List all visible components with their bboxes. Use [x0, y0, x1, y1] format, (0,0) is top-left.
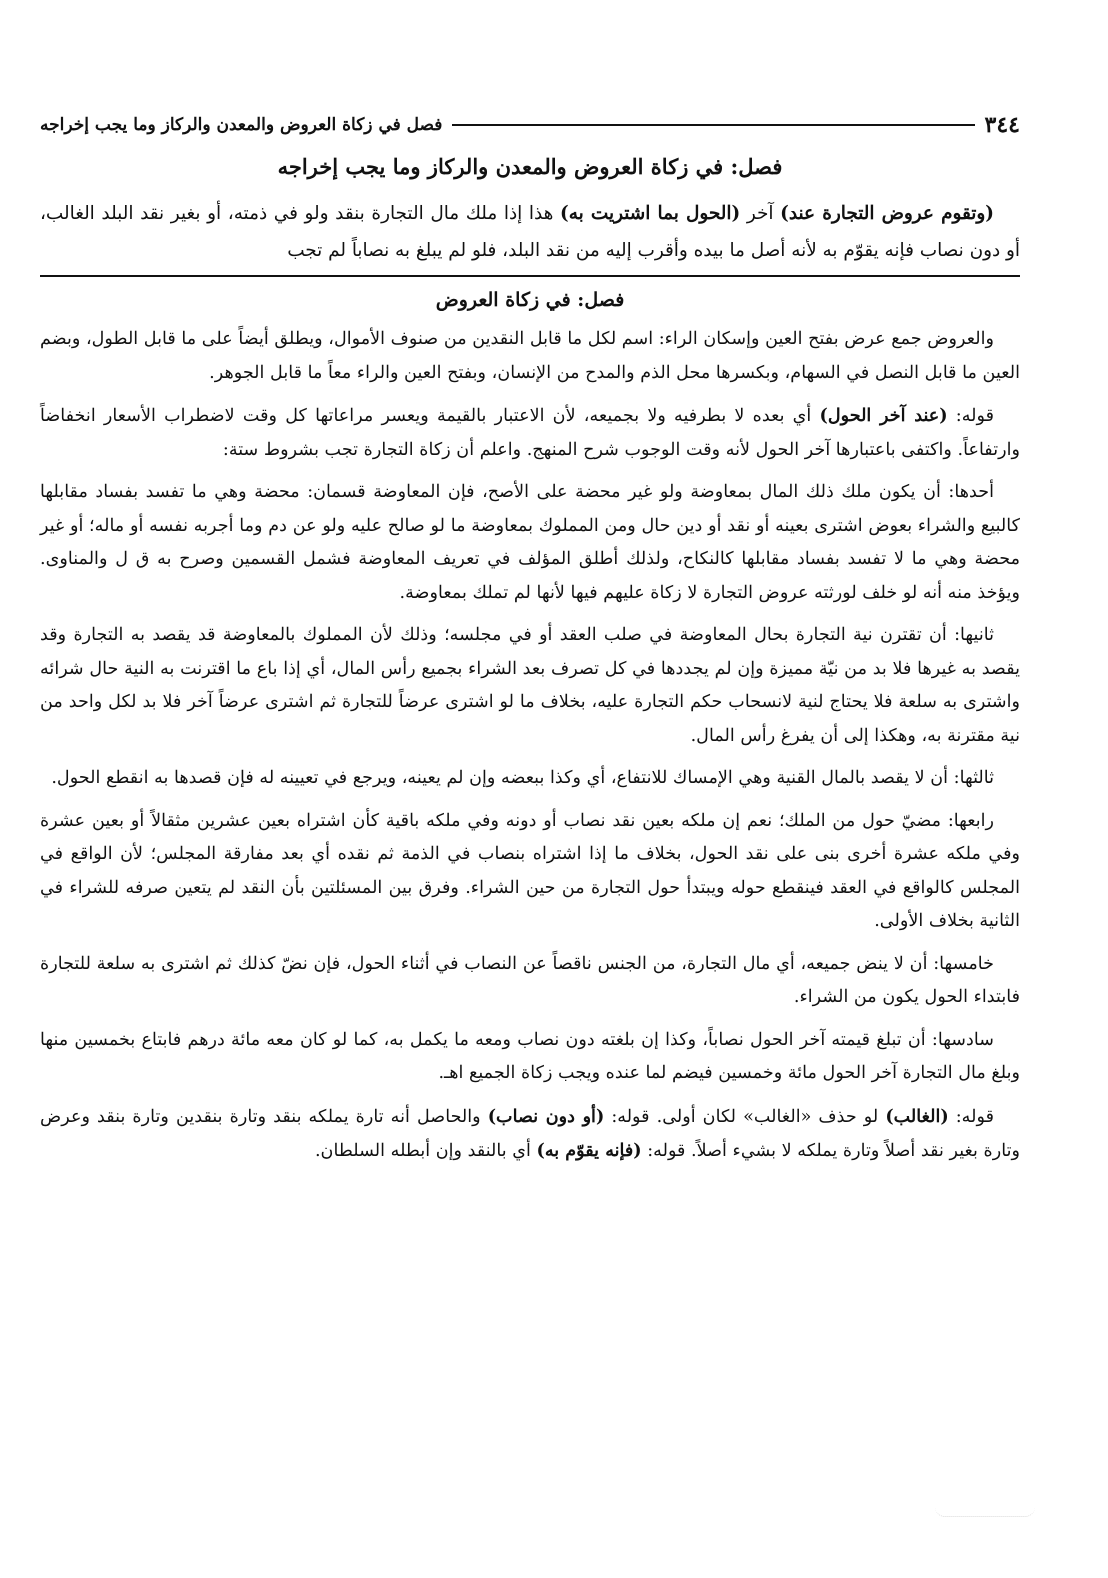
scan-smudge	[935, 1498, 1035, 1517]
commentary-paragraph-5: ثالثها: أن لا يقصد بالمال القنية وهي الإمساك للانتفاع، أي وكذا ببعضه وإن لم يعينه، ويرجع في تعيينه له فإن قصدها به انقطع الحول.	[51, 768, 994, 788]
page-number: ٣٤٤	[984, 112, 1020, 138]
commentary-paragraph-1: والعروض جمع عرض بفتح العين وإسكان الراء: اسم لكل ما قابل النقدين من صنوف الأموال، ويطلق أيضاً على ما قابل الطول، وبضم العين ما قابل النصل في السهام، وبكسرها محل الذم والمدح من الإنسان، وبفتح العين والراء معاً ما قابل الجوهر.	[40, 329, 1020, 383]
commentary-paragraph-2	[40, 399, 1020, 467]
section-title: فصل: في زكاة العروض والمعدن والركاز وما يجب إخراجه	[277, 154, 783, 179]
main-bold-1: (وتقوم عروض التجارة عند)	[780, 203, 994, 224]
p9-bold-1: (الغالب)	[885, 1105, 949, 1127]
main-text-1: آخر	[740, 203, 781, 224]
p9-bold-3: (فإنه يقوّم به)	[536, 1140, 642, 1161]
main-text-2: هذا إذا ملك مال التجارة بنقد ولو في ذمته، أو بغير نقد البلد الغالب، أو دون نصاب فإنه يقوّم به لأنه أصل ما بيده وأقرب إليه من نقد البلد، فلو لم يبلغ به نصاباً لم تجب	[40, 203, 1020, 261]
running-header	[40, 108, 1020, 142]
commentary-paragraph-8: سادسها: أن تبلغ قيمته آخر الحول نصاباً، وكذا إن بلغته دون نصاب ومعه ما يكمل به، كما لو كان معه مائة درهم فابتاع بخمسين منها وبلغ مال التجارة آخر الحول مائة وخمسين فيضم لما عنده ويجب زكاة الجميع اهـ.	[40, 1029, 1020, 1083]
main-bold-2: (الحول بما اشتريت به)	[560, 203, 741, 224]
commentary-paragraph-3: أحدها: أن يكون ملك ذلك المال بمعاوضة ولو غير محضة على الأصح، فإن المعاوضة قسمان: محضة وهي ما تفسد بفساد مقابلها كالبيع والشراء بعوض اشترى بعينه أو نقد أو دين حال ومن المملوك بمعاوضة ما لو صالح عليه ولو عن دم وما أجربه نفسه أو ماله؛ أو غير محضة وهي ما لا تفسد بفساد مقابلها كالنكاح، ولذلك أطلق المؤلف في تعريف المعاوضة فشمل القسمين وصرح به ق ل والمناوى. ويؤخذ منه أنه لو خلف لورثته عروض التجارة لا زكاة عليهم فيها لأنها لم تملك بمعاوضة.	[40, 482, 1020, 603]
p9-text-4: أي بالنقد وإن أبطله السلطان.	[314, 1141, 537, 1161]
p9-text-1: قوله:	[948, 1106, 994, 1127]
main-paragraph	[40, 195, 1020, 269]
p2-text: أي بعده لا بطرفيه ولا بجميعه، لأن الاعتبار بالقيمة ويعسر مراعاتها كل وقت لاضطراب الأسعار انخفاضاً وارتفاعاً. واكتفى باعتبارها آخر الحول لأنه وقت الوجوب شرح المنهج. واعلم أن زكاة التجارة تجب بشروط ستة:	[40, 406, 1020, 460]
p2-prefix: قوله:	[947, 406, 994, 426]
commentary-paragraph-6: رابعها: مضيّ حول من الملك؛ نعم إن ملكه بعين نقد نصاب أو دونه وفي ملكه باقية كأن اشتراه بعين عشرين مثقالاً أو بعين عشرة وفي ملكه عشرة أخرى بنى على نقد الحول، بخلاف ما إذا اشتراه بنصاب في الذمة ثم نقده أي بعد مفارقة المجلس؛ لأن الواقع في المجلس كالواقع في العقد فينقطع حوله ويبتدأ حول التجارة من حين الشراء. وفرق بين المسئلتين بأن النقد لم يتعين صرفه للشراء في الثانية بخلاف الأولى.	[40, 810, 1020, 931]
commentary-paragraph-7: خامسها: أن لا ينض جميعه، أي مال التجارة، من الجنس ناقصاً عن النصاب في أثناء الحول، فإن نضّ كذلك ثم اشترى به سلعة للتجارة فابتداء الحول يكون من الشراء.	[40, 953, 1020, 1007]
p9-text-2: لو حذف «الغالب» لكان أولى. قوله:	[604, 1106, 886, 1127]
commentary-paragraph-4: ثانيها: أن تقترن نية التجارة بحال المعاوضة في صلب العقد أو في مجلسه؛ وذلك لأن المملوك بالمعاوضة قد يقصد به التجارة وقد يقصد به غيرها فلا بد من نيّة مميزة وإن لم يجددها في كل تصرف بعد الشراء بجميع رأس المال، أي إذا باع ما اقترنت به النية حال شرائه واشترى به سلعة فلا يحتاج لنية لانسحاب حكم التجارة عليه، بخلاف ما لو اشترى عرضاً للتجارة ثم اشترى عرضاً آخر فلا بد لكل واحد من نية مقترنة به، وهكذا إلى أن يفرغ رأس المال.	[40, 625, 1020, 746]
main-text	[40, 195, 1020, 273]
p9-bold-2: (أو دون نصاب)	[487, 1105, 605, 1127]
book-page	[40, 108, 1020, 1178]
commentary-paragraph-9	[40, 1100, 1020, 1169]
p9-text-3: والحاصل أنه تارة يملكه بنقد وتارة بنقدين وتارة بنقد وعرض وتارة بغير نقد أصلاً وتارة يملكه لا بشيء أصلاً. قوله:	[40, 1106, 1020, 1161]
commentary	[40, 289, 1020, 1169]
commentary-title: فصل: في زكاة العروض	[435, 289, 625, 311]
p2-bold: (عند آخر الحول)	[819, 405, 948, 426]
text-commentary-separator	[40, 275, 1020, 277]
running-title: فصل في زكاة العروض والمعدن والركاز وما يجب إخراجه	[40, 115, 443, 135]
header-rule	[452, 124, 974, 126]
